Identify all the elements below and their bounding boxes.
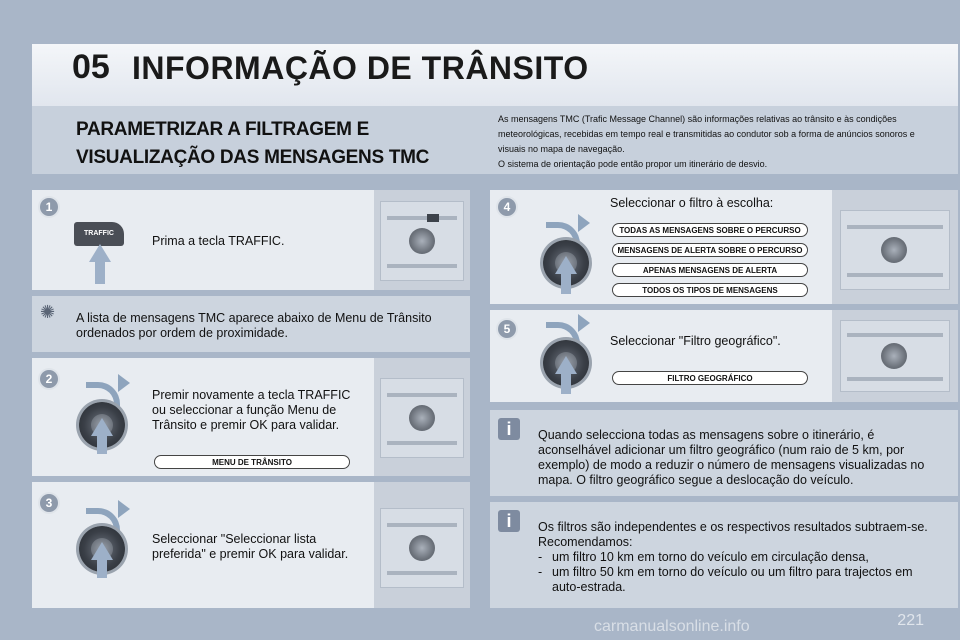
menu-option-label: MENU DE TRÂNSITO xyxy=(154,455,350,469)
press-arrow-icon xyxy=(91,418,113,436)
watermark: carmanualsonline.info xyxy=(594,618,750,635)
radio-unit-image xyxy=(380,508,464,588)
info-2-line1: Os filtros são independentes e os respectivos resultados subtraem-se. xyxy=(538,520,928,534)
info-1-text: Quando selecciona todas as mensagens sobre o itinerário, é aconselhável adicionar um filtro geográfico (num raio de 5 km, por exemplo) de modo a reduzir o número de mensagens visualizadas no mapa. O filtro geográfico segue a deslocação do veículo. xyxy=(538,428,925,487)
intro-paragraph-2: O sistema de orientação pode então propor um itinerário de desvio. xyxy=(498,159,768,169)
step-2-text: Premir novamente a tecla TRAFFIC ou seleccionar a função Menu de Trânsito e premir OK para validar. xyxy=(152,388,351,432)
info-2-bullet-1: - um filtro 10 km em torno do veículo em circulação densa, xyxy=(538,550,869,564)
info-2-bullet-2: - um filtro 50 km em torno do veículo ou um filtro para trajectos em auto-estrada. xyxy=(538,565,913,594)
info-icon: i xyxy=(498,510,520,532)
press-arrow-icon xyxy=(555,356,577,374)
filter-option-2: MENSAGENS DE ALERTA SOBRE O PERCURSO xyxy=(612,243,808,257)
chapter-number: 05 xyxy=(72,48,110,86)
step-3-badge: 3 xyxy=(40,494,58,512)
tip-text: A lista de mensagens TMC aparece abaixo de Menu de Trânsito ordenados por ordem de proximidade. xyxy=(76,311,432,340)
filter-option-1: TODAS AS MENSAGENS SOBRE O PERCURSO xyxy=(612,223,808,237)
intro-text xyxy=(498,112,938,172)
radio-unit-image xyxy=(380,201,464,281)
step-4-badge: 4 xyxy=(498,198,516,216)
step-5-badge: 5 xyxy=(498,320,516,338)
radio-unit-image xyxy=(840,320,950,392)
filter-option-4: TODOS OS TIPOS DE MENSAGENS xyxy=(612,283,808,297)
page-number: 221 xyxy=(897,612,924,629)
traffic-key-icon: TRAFFIC xyxy=(74,222,124,246)
tip-sun-icon: ✺ xyxy=(40,302,56,322)
step-4-text: Seleccionar o filtro à escolha: xyxy=(610,196,774,210)
step-3-text: Seleccionar "Seleccionar lista preferida" e premir OK para validar. xyxy=(152,532,349,561)
step-2-badge: 2 xyxy=(40,370,58,388)
chapter-title: INFORMAÇÃO DE TRÂNSITO xyxy=(132,50,589,86)
step-5-text: Seleccionar "Filtro geográfico". xyxy=(610,334,781,348)
section-title-line2: VISUALIZAÇÃO DAS MENSAGENS TMC xyxy=(76,147,430,168)
geo-filter-option: FILTRO GEOGRÁFICO xyxy=(612,371,808,385)
press-arrow-icon xyxy=(91,542,113,560)
info-icon: i xyxy=(498,418,520,440)
section-title xyxy=(76,116,476,172)
radio-unit-image xyxy=(840,210,950,290)
radio-unit-image xyxy=(380,378,464,458)
info-2-text xyxy=(538,520,942,595)
traffic-key-highlight xyxy=(427,214,439,222)
step-1-text: Prima a tecla TRAFFIC. xyxy=(152,234,285,248)
info-2-line2: Recomendamos: xyxy=(538,535,633,549)
intro-paragraph-1: As mensagens TMC (Trafic Message Channel) são informações relativas ao trânsito e às condições meteorológicas, recebidas em tempo real e transmitidas ao condutor sob a forma de anúncios sonoros e visuais no mapa de navegação. xyxy=(498,114,915,154)
filter-option-3: APENAS MENSAGENS DE ALERTA xyxy=(612,263,808,277)
step-1-badge: 1 xyxy=(40,198,58,216)
press-arrow-icon xyxy=(555,256,577,274)
section-title-line1: PARAMETRIZAR A FILTRAGEM E xyxy=(76,119,370,140)
press-arrow-icon xyxy=(89,244,111,262)
